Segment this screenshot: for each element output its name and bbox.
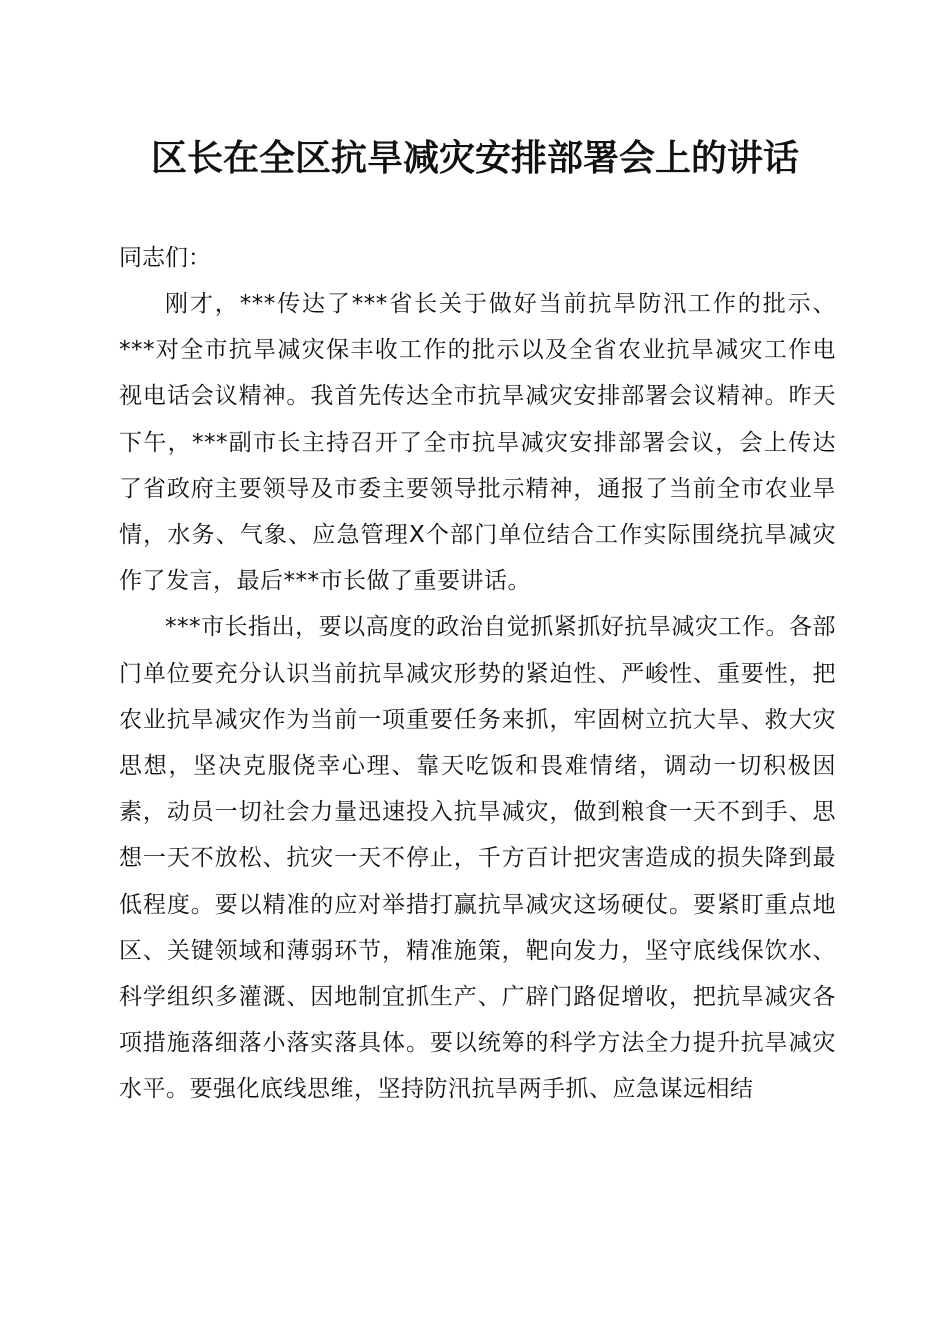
paragraph-2: ***市长指出，要以高度的政治自觉抓紧抓好抗旱减灾工作。各部门单位要充分认识当前抗旱减灾形势的紧迫性、严峻性、重要性，把农业抗旱减灾作为当前一项重要任务来抓，牢固树立抗大旱、救大灾思想，坚决克服侥幸心理、靠天吃饭和畏难情绪，调动一切积极因素，动员一切社会力量迅速投入抗旱减灾，做到粮食一天不到手、思想一天不放松、抗灾一天不停止，千方百计把灾害造成的损失降到最低程度。要以精准的应对举措打赢抗旱减灾这场硬仗。要紧盯重点地区、关键领域和薄弱环节，精准施策，靶向发力，坚守底线保饮水、科学组织多灌溉、因地制宜抓生产、广辟门路促增收，把抗旱减灾各项措施落细落小落实落具体。要以统筹的科学方法全力提升抗旱减灾水平。要强化底线思维，坚持防汛抗旱两手抓、应急谋远相结 [119, 614, 836, 1103]
document-title: 区长在全区抗旱减灾安排部署会上的讲话 [150, 137, 799, 179]
document-body [119, 281, 836, 1113]
paragraph-1: 刚才，***传达了***省长关于做好当前抗旱防汛工作的批示、***对全市抗旱减灾保丰收工作的批示以及全省农业抗旱减灾工作电视电话会议精神。我首先传达全市抗旱减灾安排部署会议精神。昨天下午，***副市长主持召开了全市抗旱减灾安排部署会议，会上传达了省政府主要领导及市委主要领导批示精神，通报了当前全市农业旱情，水务、气象、应急管理X个部门单位结合工作实际围绕抗旱减灾作了发言，最后***市长做了重要讲话。 [119, 291, 836, 595]
salutation: 同志们： [119, 245, 211, 271]
